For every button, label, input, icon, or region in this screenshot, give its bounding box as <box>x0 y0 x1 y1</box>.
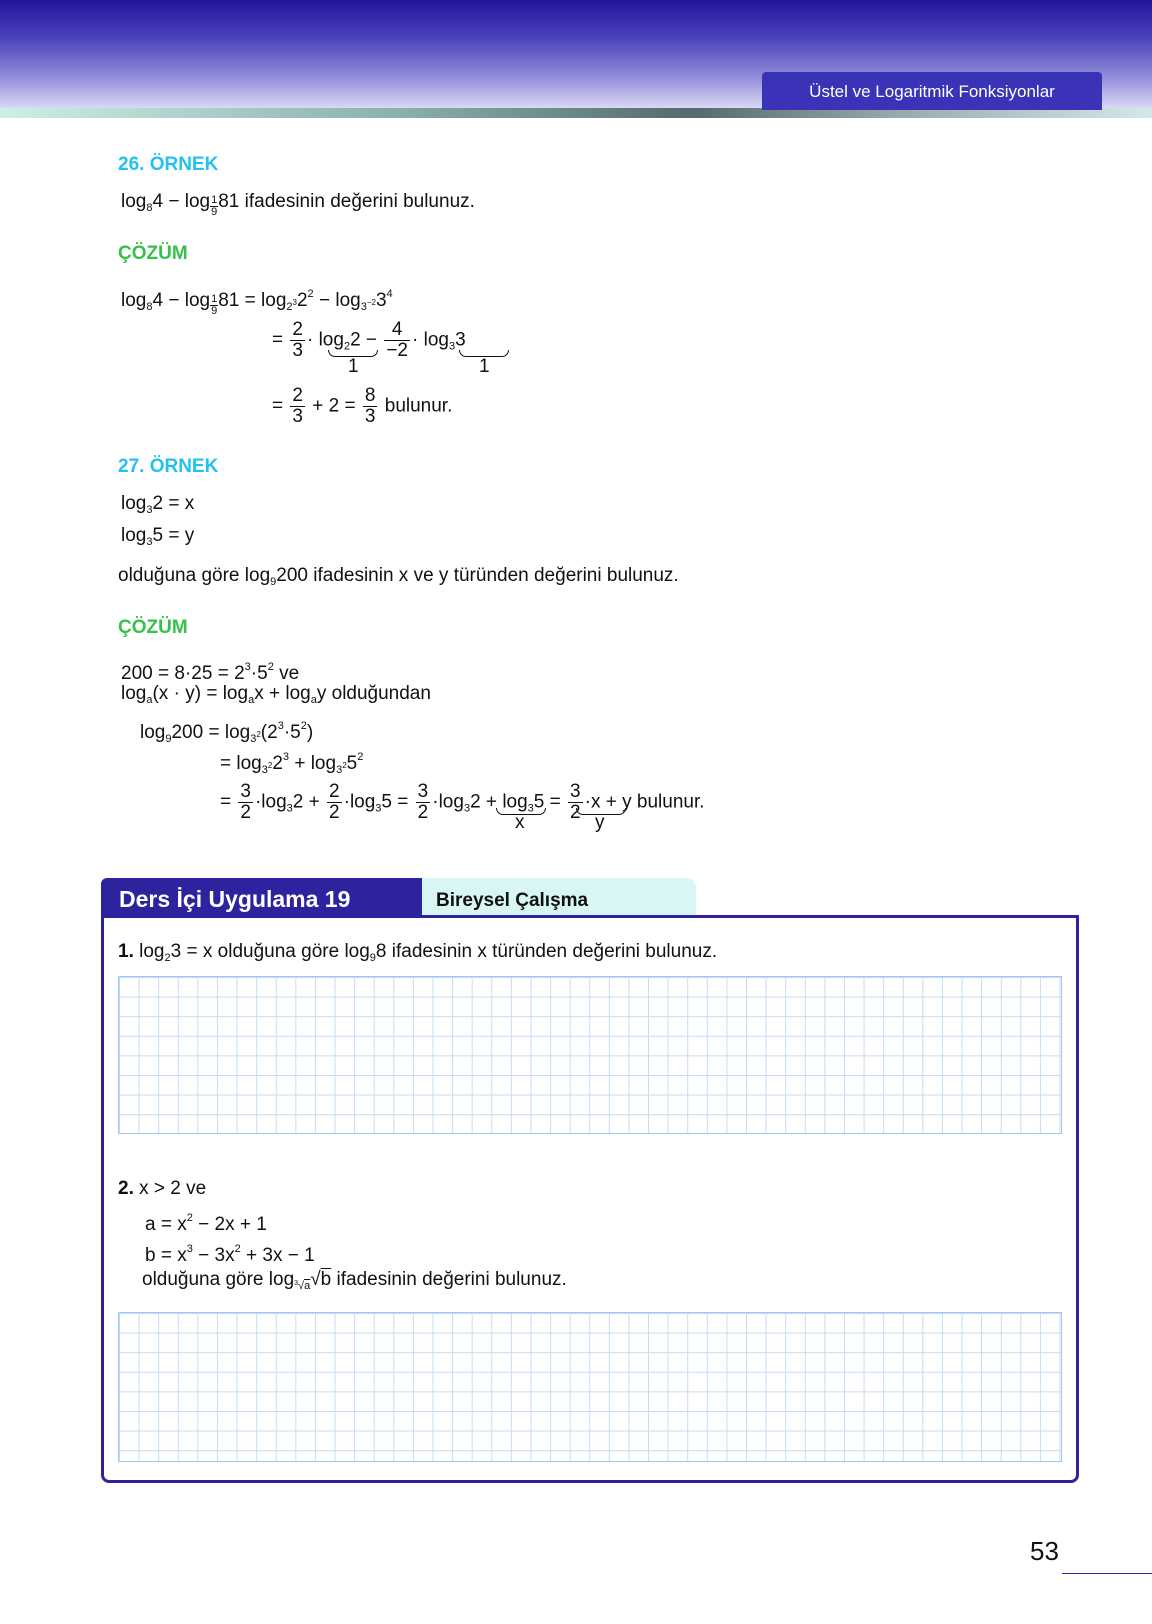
page-number-rule <box>1062 1573 1152 1574</box>
underbrace-label: 1 <box>479 356 490 377</box>
chapter-title: Üstel ve Logaritmik Fonksiyonlar <box>762 72 1102 110</box>
example-27-title: 27. ÖRNEK <box>118 456 219 477</box>
underbrace-label: x <box>515 812 525 833</box>
practice-question-2-line-4: olduğuna göre $\log_{^3√a}√b$ ifadesinin değerini bulunuz. <box>142 1269 567 1292</box>
example-27-given-2: $\log_35 = y$ <box>121 525 195 548</box>
example-27-solution-title: ÇÖZÜM <box>118 617 188 638</box>
example-26-line-1: $\log_84 - \log$ $\frac{1}{9}81 = \log_{2^3}2^2 - \log_{3^{-2}}3^4$ <box>121 288 393 317</box>
page-number: 53 <box>1030 1536 1059 1566</box>
example-27-line-5: = $\frac{3}{2}$ $\cdot\log_32$ + $\frac{2}{2}$ $\cdot\log_35$ = $\frac{3}{2}$ $\cdot\log_32 + \log_35$ = $\frac{3}{2}$ ·x + y bulunur. <box>220 781 705 823</box>
example-26-question: $\log_84 - \log$ $\frac{1}{9}81$ ifadesinin değerini bulunuz. <box>121 191 475 218</box>
practice-title: Ders İçi Uygulama 19 <box>101 878 423 918</box>
example-27-given-1: $\log_32 = x$ <box>121 493 195 516</box>
example-27-line-4: = $\log_{3^2}2^3 + \log_{3^2}5^2$ <box>220 751 364 776</box>
answer-grid-2[interactable] <box>118 1312 1062 1462</box>
example-27-line-3: $\log_9200 = \log_{3^2}(2^3\cdot 5^2)$ <box>140 720 314 745</box>
underbrace-label: 1 <box>348 356 359 377</box>
practice-question-2-line-1: 2. x > 2 ve <box>118 1178 207 1199</box>
practice-subtitle: Bireysel Çalışma <box>422 878 696 916</box>
example-26-title: 26. ÖRNEK <box>118 154 219 175</box>
practice-question-2-line-3: $b = x^3 - 3x^2 + 3x - 1$ <box>145 1243 315 1266</box>
example-26-solution-title: ÇÖZÜM <box>118 243 188 264</box>
example-26-line-2: = $\frac{2}{3}$ · $\log_22$ − $\frac{4}{-2}$ · $\log_33$ <box>272 319 466 361</box>
practice-question-2-line-2: $a = x^2 - 2x + 1$ <box>145 1212 267 1235</box>
example-27-question: olduğuna göre $\log_9200$ ifadesinin x ve y türünden değerini bulunuz. <box>118 565 679 588</box>
answer-grid-1[interactable] <box>118 976 1062 1134</box>
example-27-line-1: $200 = 8\cdot 25 = 2^3\cdot 5^2$ ve <box>121 661 300 684</box>
example-26-line-3: = $\frac{2}{3}$ + 2 = $\frac{8}{3}$ bulunur. <box>272 385 453 427</box>
example-27-line-2: $\log_a(x \cdot y) = \log_ax + \log_ay$ olduğundan <box>121 683 431 706</box>
underbrace-label: y <box>595 812 605 833</box>
practice-question-1: 1. $\log_23 = x$ olduğuna göre $\log_98$ ifadesinin x türünden değerini bulunuz. <box>118 941 718 964</box>
